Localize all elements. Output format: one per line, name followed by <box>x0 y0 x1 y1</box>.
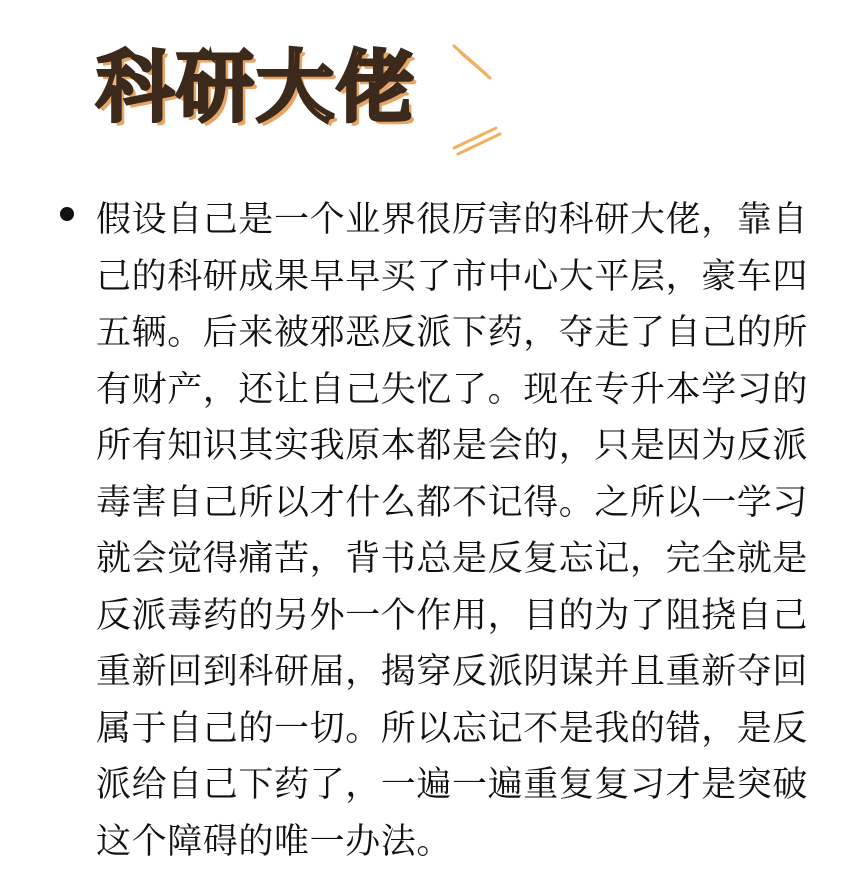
body-line: 派给自己下药了，一遍一遍重复复习才是突破 <box>96 757 816 814</box>
body-line: 假设自己是一个业界很厉害的科研大佬，靠自 <box>96 192 816 249</box>
body-line: 所有知识其实我原本都是会的，只是因为反派 <box>96 418 816 475</box>
body-paragraph <box>96 192 816 870</box>
body-line: 五辆。后来被邪恶反派下药，夺走了自己的所 <box>96 305 816 362</box>
body-line: 反派毒药的另外一个作用，目的为了阻挠自己 <box>96 588 816 645</box>
body-line: 就会觉得痛苦，背书总是反复忘记，完全就是 <box>96 531 816 588</box>
accent-lines-icon <box>440 40 510 160</box>
body-line: 重新回到科研届，揭穿反派阴谋并且重新夺回 <box>96 644 816 701</box>
bullet-dot-icon <box>60 207 74 221</box>
body-line: 属于自己的一切。所以忘记不是我的错，是反 <box>96 701 816 758</box>
body-line: 毒害自己所以才什么都不记得。之所以一学习 <box>96 475 816 532</box>
page-title: 科研大佬 <box>96 38 416 138</box>
body-line: 己的科研成果早早买了市中心大平层，豪车四 <box>96 249 816 306</box>
body-line: 这个障碍的唯一办法。 <box>96 814 816 870</box>
body-line: 有财产，还让自己失忆了。现在专升本学习的 <box>96 362 816 419</box>
